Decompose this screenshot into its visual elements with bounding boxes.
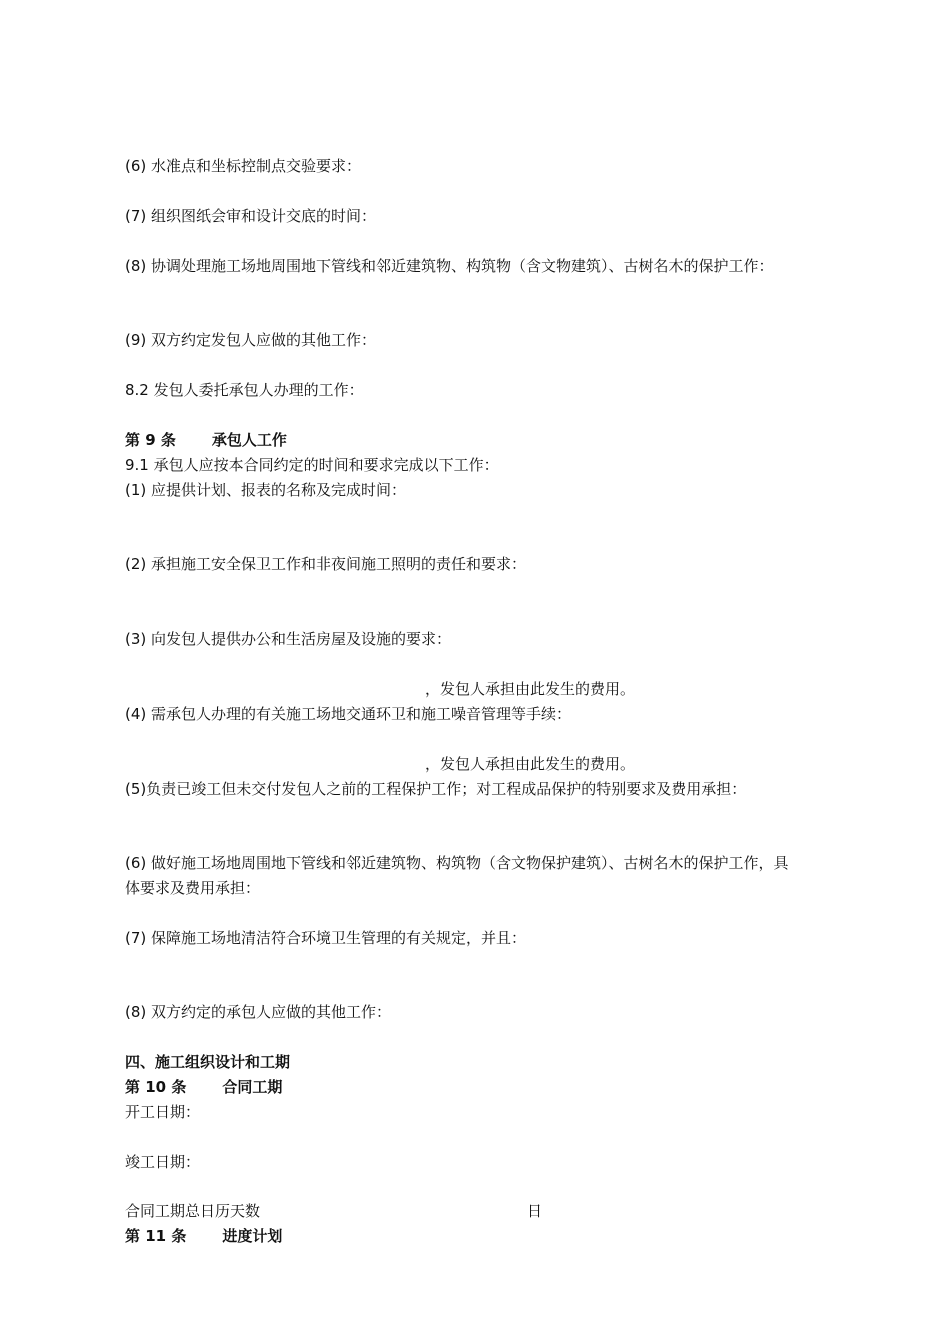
contractor-item-7: (7) 保障施工场地清洁符合环境卫生管理的有关规定，并且： (125, 929, 527, 947)
days-unit: 日 (527, 1202, 543, 1220)
item-9-other-work: (9) 双方约定发包人应做的其他工作： (125, 331, 377, 349)
article-11-heading (125, 1226, 282, 1246)
item-7-drawing-review: (7) 组织图纸会审和设计交底的时间： (125, 207, 377, 225)
start-date-label: 开工日期： (125, 1103, 201, 1121)
item-8-protection: (8) 协调处理施工场地周围地下管线和邻近建筑物、构筑物（含文物建筑）、古树名木的保护工作： (125, 257, 774, 275)
contractor-item-1: (1) 应提供计划、报表的名称及完成时间： (125, 481, 407, 499)
contractor-item-5: (5)负责已竣工但未交付发包人之前的工程保护工作；对工程成品保护的特别要求及费用承担： (125, 780, 747, 798)
contractor-item-2: (2) 承担施工安全保卫工作和非夜间施工照明的责任和要求： (125, 555, 527, 573)
contractor-item-6-line1: (6) 做好施工场地周围地下管线和邻近建筑物、构筑物（含文物保护建筑）、古树名木的保护工作，具 (125, 854, 789, 872)
article-10-heading (125, 1077, 282, 1097)
contractor-item-4: (4) 需承包人办理的有关施工场地交通环卫和施工噪音管理等手续： (125, 705, 572, 723)
article-9-heading (125, 430, 287, 450)
section-4-heading: 四、施工组织设计和工期 (125, 1053, 291, 1071)
article-11-number: 第 11 条 (125, 1227, 187, 1245)
contractor-item-8: (8) 双方约定的承包人应做的其他工作： (125, 1003, 392, 1021)
article-11-title: 进度计划 (222, 1227, 283, 1245)
article-9-number: 第 9 条 (125, 431, 176, 449)
completion-date-label: 竣工日期： (125, 1153, 201, 1171)
clause-8-2: 8.2 发包人委托承包人办理的工作： (125, 381, 364, 399)
article-9-title: 承包人工作 (211, 431, 287, 449)
contractor-item-6-line2: 体要求及费用承担： (125, 879, 261, 897)
clause-9-1: 9.1 承包人应按本合同约定的时间和要求完成以下工作： (125, 456, 499, 474)
item-6-benchmark: (6) 水准点和坐标控制点交验要求： (125, 157, 362, 175)
contractor-item-3: (3) 向发包人提供办公和生活房屋及设施的要求： (125, 630, 452, 648)
article-10-title: 合同工期 (222, 1078, 283, 1096)
fee-note-1: ，发包人承担由此发生的费用。 (425, 680, 636, 698)
fee-note-2: ，发包人承担由此发生的费用。 (425, 755, 636, 773)
article-10-number: 第 10 条 (125, 1078, 187, 1096)
total-days-label: 合同工期总日历天数 (125, 1202, 261, 1220)
